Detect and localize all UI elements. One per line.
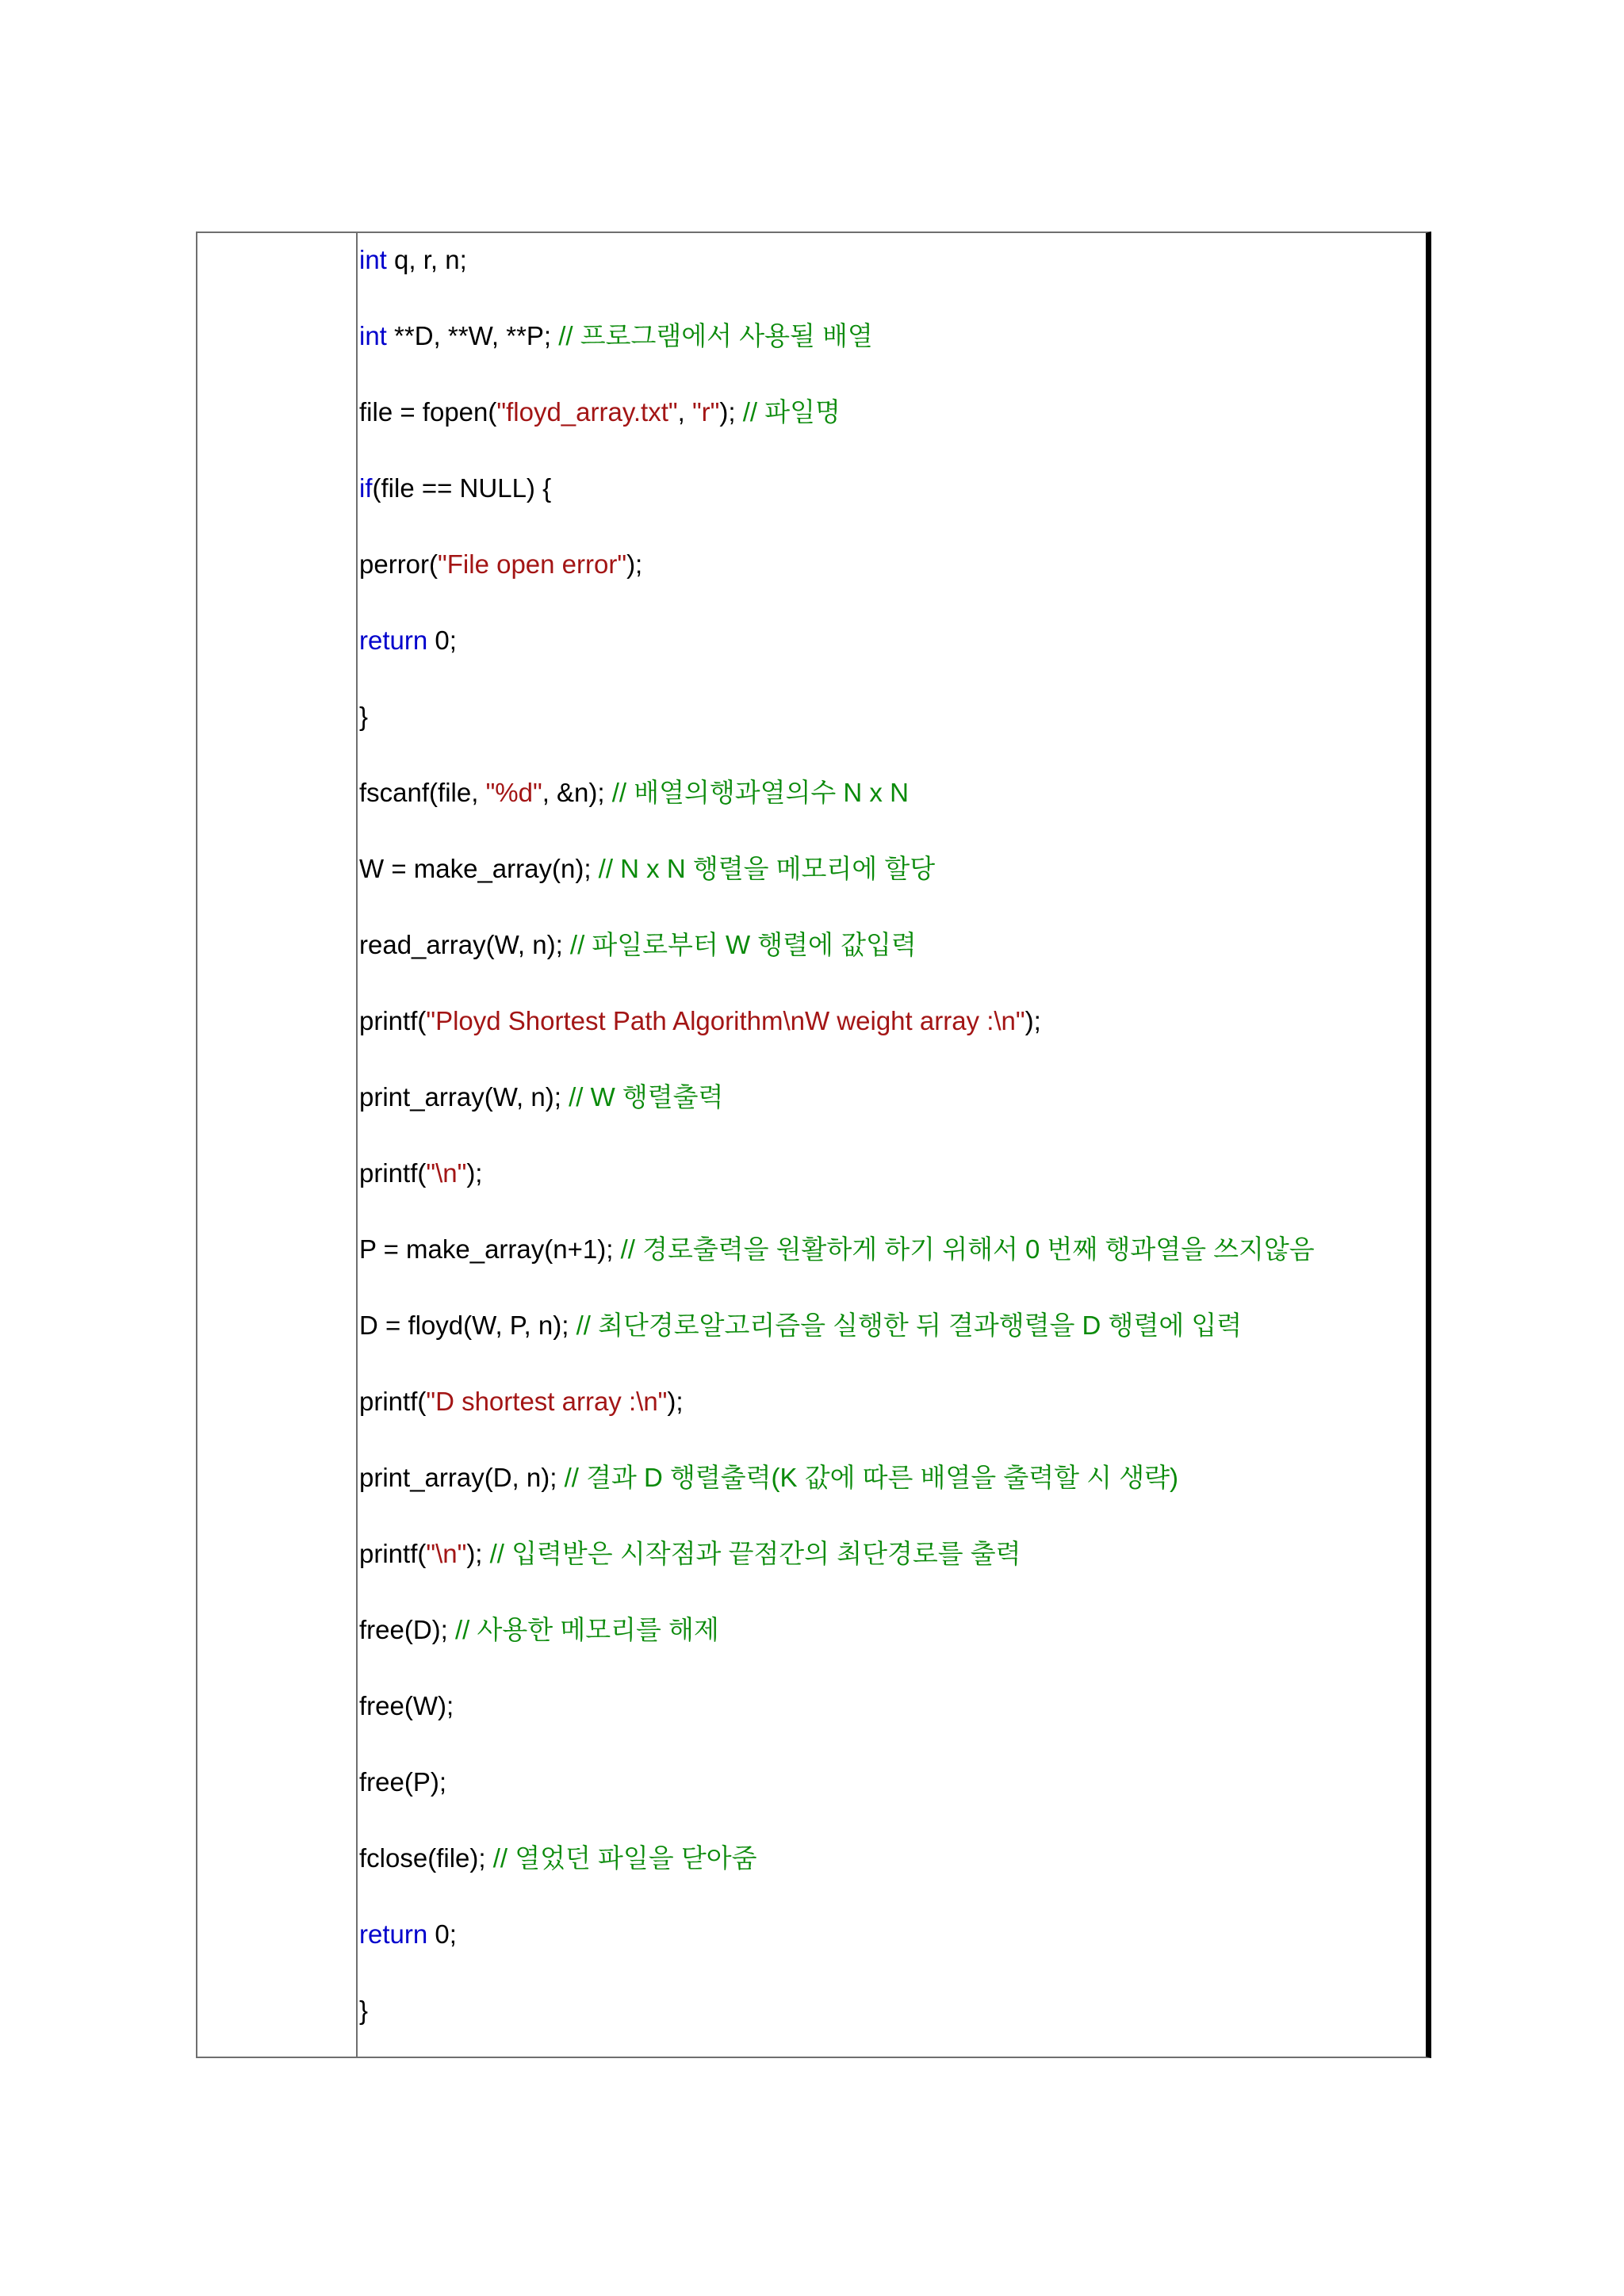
code-line	[359, 1005, 1041, 1037]
code-keyword: return	[359, 1919, 428, 1949]
code-text: q, r, n;	[386, 245, 467, 274]
code-line	[359, 1995, 368, 2026]
code-line	[359, 701, 368, 733]
code-text: print_array(W, n);	[359, 1082, 569, 1112]
code-comment: // 사용한 메모리를 해제	[455, 1615, 719, 1644]
code-line	[359, 1843, 756, 1874]
code-line	[359, 625, 457, 656]
code-text: );	[626, 549, 643, 579]
code-text: );	[719, 397, 743, 427]
code-string: "D shortest array :\n"	[426, 1387, 668, 1416]
code-keyword: return	[359, 626, 428, 655]
code-text: read_array(W, n);	[359, 930, 570, 959]
code-text: free(P);	[359, 1767, 447, 1797]
code-line	[359, 244, 467, 276]
code-string: "File open error"	[438, 549, 627, 579]
code-text: fscanf(file,	[359, 778, 486, 807]
code-line	[359, 1690, 454, 1722]
code-line	[359, 929, 917, 961]
code-line	[359, 320, 873, 352]
code-string: "%d"	[485, 778, 542, 807]
code-text: free(W);	[359, 1691, 454, 1720]
code-text: printf(	[359, 1387, 427, 1416]
code-text: (file == NULL) {	[372, 473, 552, 503]
code-comment: // 열었던 파일을 닫아줌	[492, 1843, 757, 1873]
code-comment: // 프로그램에서 사용될 배열	[558, 321, 873, 350]
code-string: "Ployd Shortest Path Algorithm\nW weight array :\n"	[426, 1006, 1025, 1035]
code-line	[359, 396, 841, 428]
code-text: fclose(file);	[359, 1843, 493, 1873]
code-comment: // 결과 D 행렬출력(K 값에 따른 배열을 출력할 시 생략)	[564, 1463, 1178, 1492]
code-comment: // 경로출력을 원활하게 하기 위해서 0 번째 행과열을 쓰지않음	[620, 1234, 1315, 1264]
code-text: file = fopen(	[359, 397, 497, 427]
code-line	[359, 1386, 684, 1418]
code-text: printf(	[359, 1539, 427, 1568]
code-comment: // 입력받은 시작점과 끝점간의 최단경로를 출력	[489, 1539, 1021, 1568]
code-string: "\n"	[426, 1539, 467, 1568]
code-text: perror(	[359, 549, 439, 579]
code-text: D = floyd(W, P, n);	[359, 1311, 576, 1340]
code-line	[359, 1766, 446, 1798]
code-text: printf(	[359, 1158, 427, 1188]
code-text: , &n);	[542, 778, 612, 807]
code-text: );	[667, 1387, 684, 1416]
code-text: ,	[677, 397, 692, 427]
table-left-cell	[197, 233, 358, 2057]
code-keyword: if	[359, 473, 373, 503]
code-text: 0;	[427, 626, 457, 655]
code-comment: // 파일로부터 W 행렬에 값입력	[569, 930, 917, 959]
code-text: );	[466, 1539, 490, 1568]
code-text: P = make_array(n+1);	[359, 1234, 621, 1264]
code-cell	[359, 233, 1426, 2057]
code-keyword: int	[359, 245, 387, 274]
code-text: print_array(D, n);	[359, 1463, 565, 1492]
code-table	[196, 232, 1431, 2058]
code-line	[359, 1462, 1178, 1494]
code-text: );	[466, 1158, 483, 1188]
code-comment: // N x N 행렬을 메모리에 할당	[598, 854, 936, 883]
code-line	[359, 1538, 1021, 1570]
code-line	[359, 853, 935, 885]
code-line	[359, 1158, 482, 1189]
code-line	[359, 777, 909, 809]
code-text: **D, **W, **P;	[386, 321, 559, 350]
code-comment: // 파일명	[742, 397, 841, 427]
code-text: printf(	[359, 1006, 427, 1035]
code-line	[359, 1614, 719, 1646]
code-keyword: int	[359, 321, 387, 350]
code-line	[359, 549, 642, 580]
code-line	[359, 473, 551, 504]
code-string: "floyd_array.txt"	[496, 397, 678, 427]
code-string: "r"	[691, 397, 720, 427]
code-text: }	[359, 702, 369, 731]
code-comment: // 최단경로알고리즘을 실행한 뒤 결과행렬을 D 행렬에 입력	[576, 1311, 1243, 1340]
code-line	[359, 1310, 1242, 1341]
code-string: "\n"	[426, 1158, 467, 1188]
code-text: );	[1025, 1006, 1041, 1035]
code-text: W = make_array(n);	[359, 854, 599, 883]
code-line	[359, 1081, 723, 1113]
code-line	[359, 1919, 457, 1950]
code-comment: // 배열의행과열의수 N x N	[611, 778, 909, 807]
code-text: }	[359, 1996, 369, 2025]
code-comment: // W 행렬출력	[569, 1082, 724, 1112]
code-text: 0;	[427, 1919, 457, 1949]
code-line	[359, 1234, 1315, 1265]
code-text: free(D);	[359, 1615, 456, 1644]
